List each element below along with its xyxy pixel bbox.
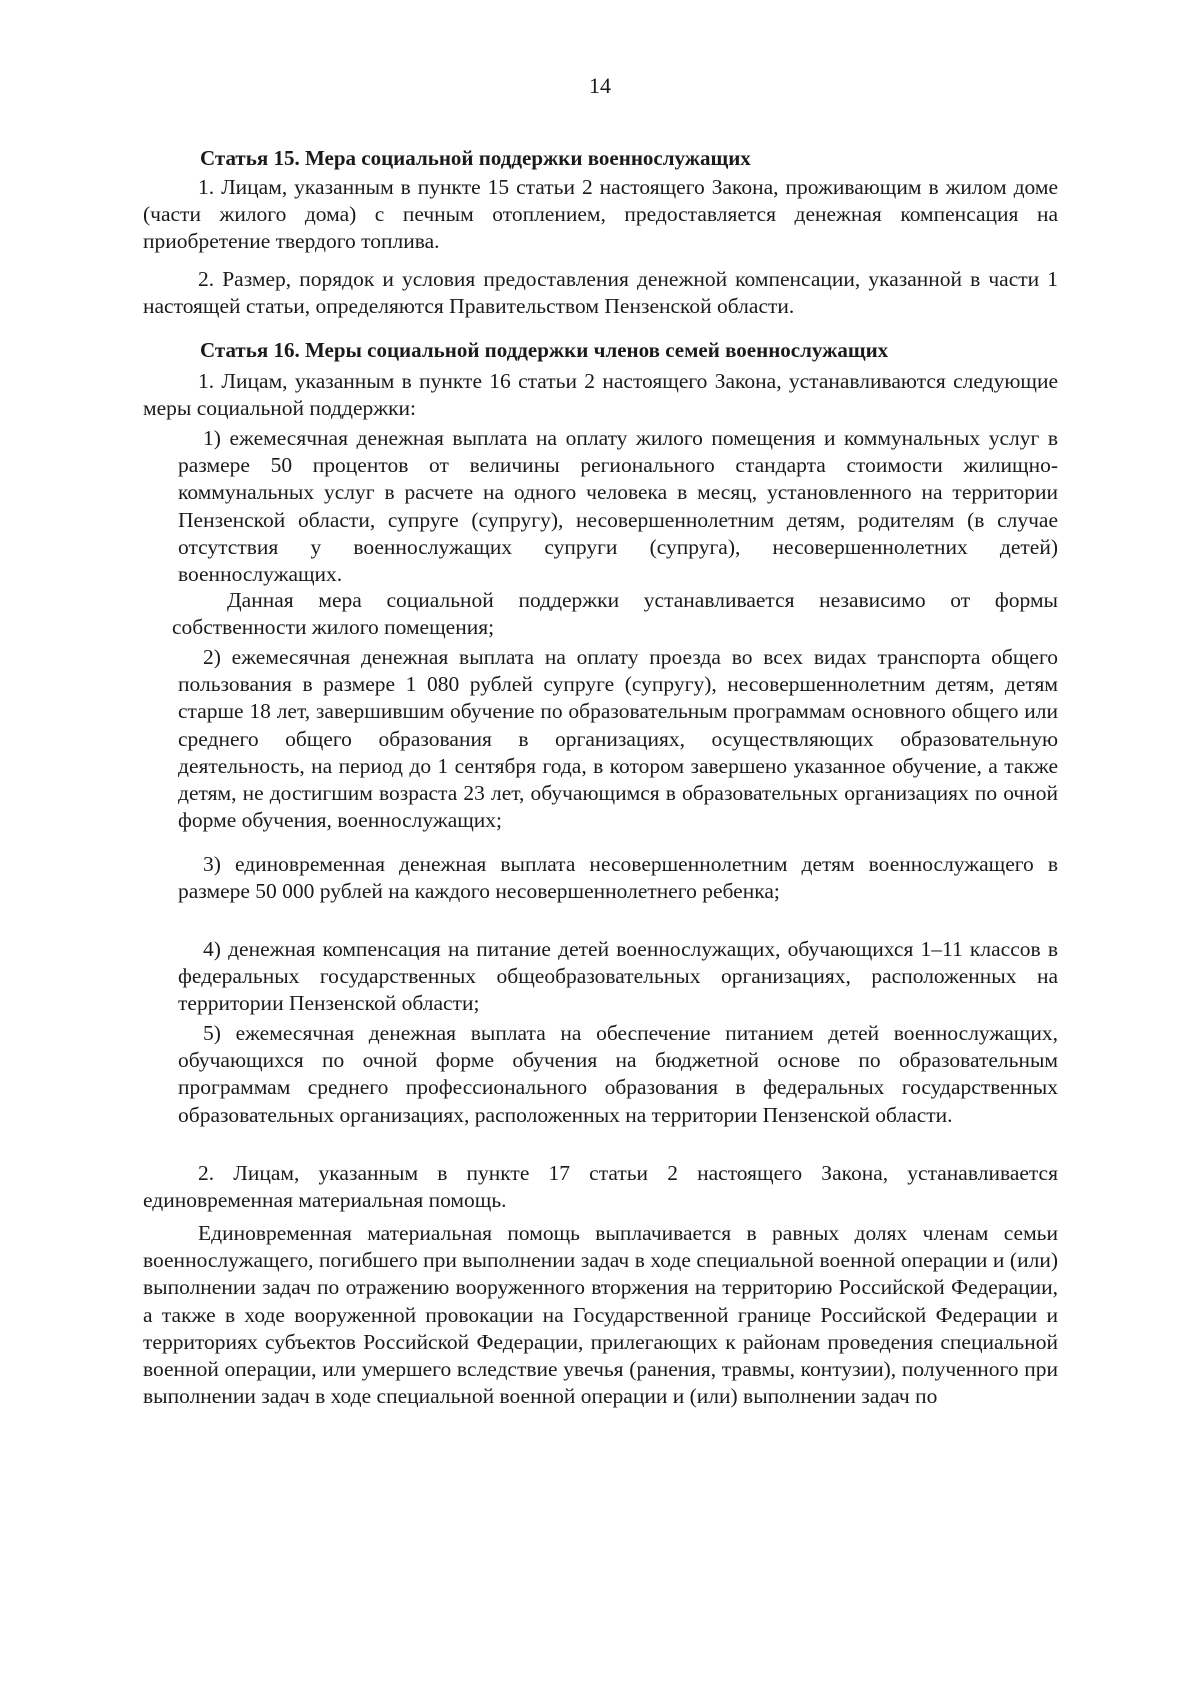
- page-number: 14: [589, 73, 611, 98]
- article-16-item-1-note: Данная мера социальной поддержки устанавливается независимо от формы собственности жилого помещения;: [172, 588, 1058, 640]
- article-16-paragraph-1: 1. Лицам, указанным в пункте 16 статьи 2 настоящего Закона, устанавливаются следующие меры социальной поддержки:: [143, 369, 1058, 421]
- article-16-item-2: 2) ежемесячная денежная выплата на оплату проезда во всех видах транспорта общего пользования в размере 1 080 рублей супруге (супругу), несовершеннолетним детям, детям старше 18 лет, завершившим обучение по образовательным программам основного общего или среднего общего образования в организациях, осуществляющих образовательную деятельность, на период до 1 сентября года, в котором завершено указанное обучение, а также детям, не достигшим возраста 23 лет, обучающимся в образовательных организациях по очной форме обучения, военнослужащих;: [178, 645, 1058, 833]
- article-16-item-1: 1) ежемесячная денежная выплата на оплату жилого помещения и коммунальных услуг в размере 50 процентов от величины регионального стандарта стоимости жилищно-коммунальных услуг в расчете на одного человека в месяц, установленного на территории Пензенской области, супруге (супругу), несовершеннолетним детям, родителям (в случае отсутствия у военнослужащих супруги (супруга), несовершеннолетних детей) военнослужащих.: [178, 426, 1058, 587]
- article-15-paragraph-2: 2. Размер, порядок и условия предоставления денежной компенсации, указанной в части 1 настоящей статьи, определяются Правительством Пензенской области.: [143, 267, 1058, 319]
- article-16-paragraph-3: Единовременная материальная помощь выплачивается в равных долях членам семьи военнослужащего, погибшего при выполнении задач в ходе специальной военной операции и (или) выполнении задач по отражению вооруженного вторжения на территорию Российской Федерации, а также в ходе вооруженной провокации на Государственной границе Российской Федерации и территориях субъектов Российской Федерации, прилегающих к районам проведения специальной военной операции, или умершего вследствие увечья (ранения, травмы, контузии), полученного при выполнении задач в ходе специальной военной операции и (или) выполнении задач по: [143, 1221, 1058, 1409]
- article-16-item-4: 4) денежная компенсация на питание детей военнослужащих, обучающихся 1–11 классов в федеральных государственных общеобразовательных организациях, расположенных на территории Пензенской области;: [178, 937, 1058, 1016]
- article-15-heading: Статья 15. Мера социальной поддержки военнослужащих: [200, 146, 751, 170]
- article-16-item-3: 3) единовременная денежная выплата несовершеннолетним детям военнослужащего в размере 50 000 рублей на каждого несовершеннолетнего ребенка;: [178, 852, 1058, 904]
- article-16-paragraph-2: 2. Лицам, указанным в пункте 17 статьи 2 настоящего Закона, устанавливается единовременная материальная помощь.: [143, 1161, 1058, 1213]
- article-16-heading: Статья 16. Меры социальной поддержки членов семей военнослужащих: [200, 338, 889, 362]
- article-15-paragraph-1: 1. Лицам, указанным в пункте 15 статьи 2 настоящего Закона, проживающим в жилом доме (части жилого дома) с печным отоплением, предоставляется денежная компенсация на приобретение твердого топлива.: [143, 175, 1058, 254]
- article-16-item-5: 5) ежемесячная денежная выплата на обеспечение питанием детей военнослужащих, обучающихся по очной форме обучения на бюджетной основе по образовательным программам среднего профессионального образования в федеральных государственных образовательных организациях, расположенных на территории Пензенской области.: [178, 1021, 1058, 1127]
